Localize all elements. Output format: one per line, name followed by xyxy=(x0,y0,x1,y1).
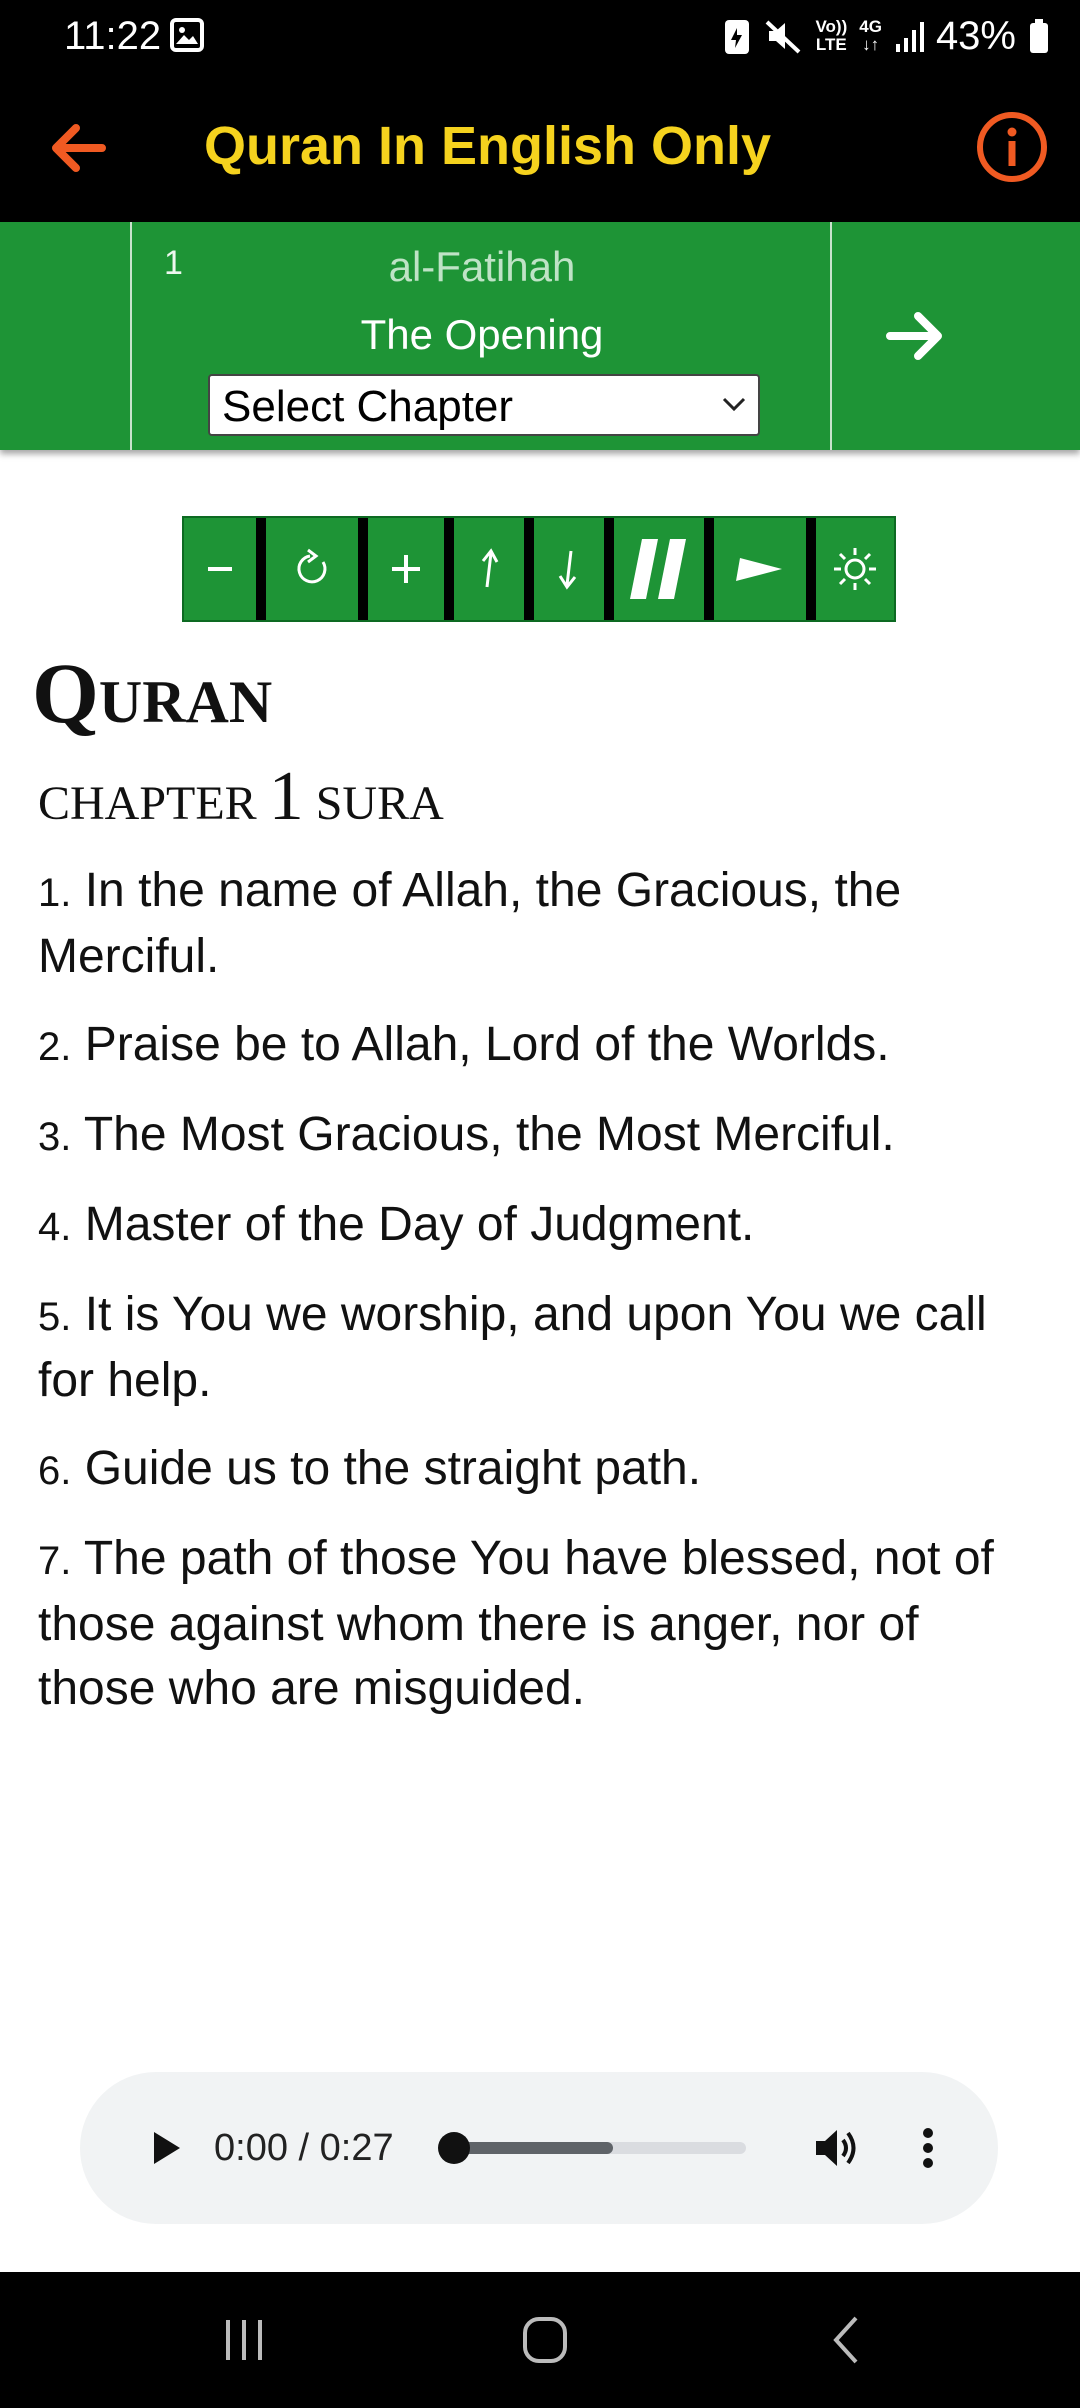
verse-text: Master of the Day of Judgment. xyxy=(84,1198,755,1251)
chapter-heading-number: 1 xyxy=(268,758,304,835)
arrow-up-icon xyxy=(471,545,507,593)
sun-icon xyxy=(830,544,880,594)
audio-volume-button[interactable] xyxy=(806,2118,866,2178)
data-type-indicator xyxy=(859,18,882,54)
page-title: Quran xyxy=(32,645,273,741)
volume-icon xyxy=(806,2118,866,2178)
audio-play-button[interactable] xyxy=(134,2118,194,2178)
verse-item xyxy=(38,1283,1048,1413)
app-bar xyxy=(0,72,1080,222)
scroll-up-button[interactable] xyxy=(454,518,524,620)
chapter-arabic-name: al-Fatihah xyxy=(388,243,576,290)
data-type-label: 4G xyxy=(859,17,882,36)
data-activity-label: ↓↑ xyxy=(862,35,880,54)
back-button[interactable] xyxy=(40,108,120,188)
chapter-info xyxy=(132,222,832,450)
chapter-header-right xyxy=(834,222,1080,450)
status-bar xyxy=(0,0,1080,72)
gallery-icon xyxy=(170,18,204,52)
audio-seek-thumb[interactable] xyxy=(438,2132,470,2164)
scroll-down-button[interactable] xyxy=(534,518,604,620)
more-vert-icon xyxy=(898,2118,958,2178)
signal-icon xyxy=(894,18,924,54)
verse-number: 4. xyxy=(38,1205,72,1249)
chapter-header-left xyxy=(0,222,132,450)
chapter-word: CHAPTER xyxy=(38,777,257,830)
mute-icon xyxy=(763,16,803,56)
app-title: Quran In English Only xyxy=(204,116,772,176)
verse-number: 7. xyxy=(38,1539,72,1583)
verse-list xyxy=(38,859,1048,1721)
volte-indicator xyxy=(815,18,847,54)
home-icon xyxy=(505,2310,585,2370)
verse-number: 5. xyxy=(38,1295,72,1339)
pause-button[interactable] xyxy=(614,518,704,620)
plus-icon xyxy=(384,547,428,591)
reset-font-button[interactable] xyxy=(266,518,358,620)
chapter-header xyxy=(0,222,1080,450)
verse-text: The path of those You have blessed, not of those against whom there is anger, nor of those who are misguided. xyxy=(38,1532,994,1715)
verse-item xyxy=(38,859,1048,989)
audio-buffer-fill xyxy=(450,2142,613,2154)
back-icon xyxy=(806,2310,886,2370)
verse-item xyxy=(38,1013,1048,1079)
info-button[interactable] xyxy=(974,109,1050,185)
next-arrow-icon xyxy=(874,294,958,378)
play-icon xyxy=(134,2118,194,2178)
verse-item xyxy=(38,1193,1048,1259)
pause-icon xyxy=(622,537,696,601)
audio-time: 0:00 / 0:27 xyxy=(214,2127,394,2169)
status-icons xyxy=(723,14,1050,58)
chevron-down-icon xyxy=(720,394,748,414)
status-time: 11:22 xyxy=(64,14,162,58)
recent-apps-icon xyxy=(204,2310,284,2370)
verse-number: 6. xyxy=(38,1449,72,1493)
network-label-bottom: LTE xyxy=(815,35,847,54)
home-button[interactable] xyxy=(505,2310,585,2370)
chapter-select[interactable] xyxy=(208,374,760,436)
verse-item xyxy=(38,1103,1048,1169)
audio-more-button[interactable] xyxy=(898,2118,958,2178)
back-arrow-icon xyxy=(40,108,120,188)
play-icon xyxy=(734,554,786,584)
reset-icon xyxy=(288,545,336,593)
increase-font-button[interactable] xyxy=(368,518,444,620)
reading-toolbar xyxy=(182,516,896,622)
decrease-font-button[interactable] xyxy=(184,518,256,620)
verse-number: 1. xyxy=(38,871,72,915)
chapter-heading xyxy=(38,758,1048,839)
verse-item xyxy=(38,1527,1048,1721)
recent-apps-button[interactable] xyxy=(204,2310,284,2370)
battery-icon xyxy=(1028,18,1050,54)
verse-text: Guide us to the straight path. xyxy=(84,1442,702,1495)
verse-text: In the name of Allah, the Gracious, the Merciful. xyxy=(38,864,902,983)
battery-percent: 43% xyxy=(935,14,1016,58)
play-autoscroll-button[interactable] xyxy=(714,518,806,620)
chapter-select-label: Select Chapter xyxy=(222,382,514,431)
verse-text: The Most Gracious, the Most Merciful. xyxy=(83,1108,895,1161)
minus-icon xyxy=(200,549,240,589)
audio-seek-bar[interactable] xyxy=(450,2142,746,2154)
verse-text: Praise be to Allah, Lord of the Worlds. xyxy=(84,1018,890,1071)
arrow-down-icon xyxy=(551,545,587,593)
back-nav-button[interactable] xyxy=(806,2310,886,2370)
sura-word: SURA xyxy=(315,777,444,830)
data-saver-icon xyxy=(723,16,751,56)
verse-item xyxy=(38,1437,1048,1503)
system-nav-bar xyxy=(0,2272,1080,2408)
verse-number: 2. xyxy=(38,1025,72,1069)
brightness-button[interactable] xyxy=(816,518,894,620)
next-chapter-button[interactable] xyxy=(874,294,958,378)
chapter-content xyxy=(32,640,1048,1745)
chapter-english-name: The Opening xyxy=(360,311,604,358)
verse-number: 3. xyxy=(38,1115,72,1159)
verse-text: It is You we worship, and upon You we call for help. xyxy=(38,1288,987,1407)
info-icon xyxy=(974,109,1050,185)
audio-player xyxy=(80,2072,998,2224)
chapter-number: 1 xyxy=(164,244,183,282)
network-label-top: Vo)) xyxy=(815,17,848,36)
